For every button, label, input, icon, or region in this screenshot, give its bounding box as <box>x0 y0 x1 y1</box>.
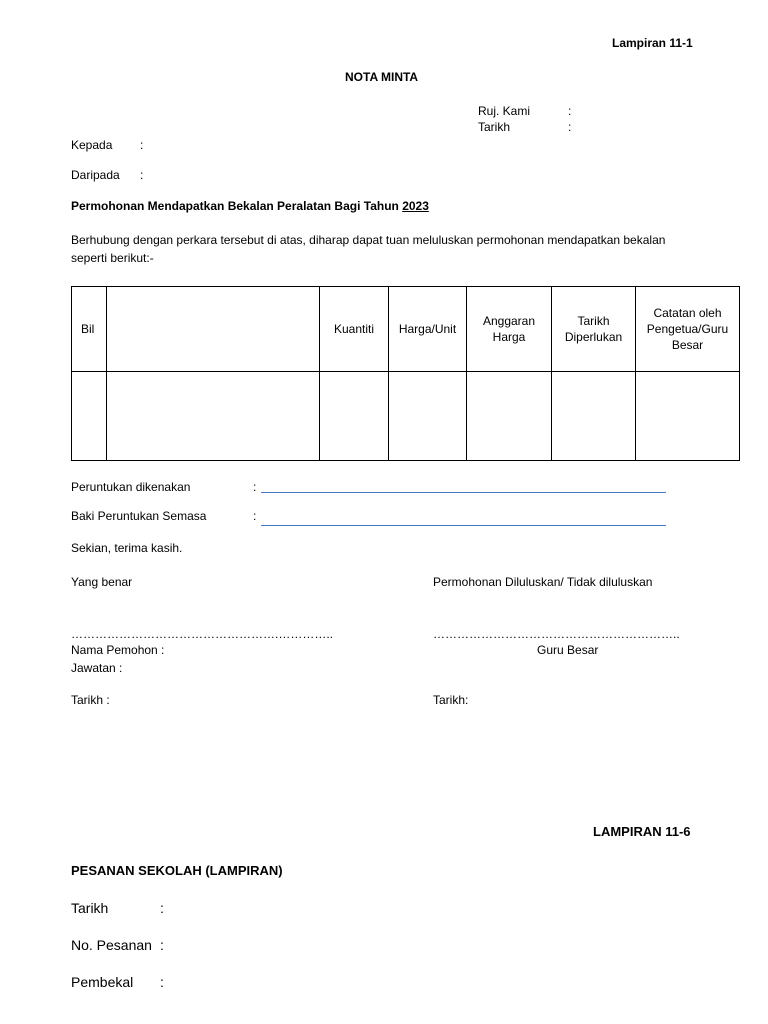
table-cell[interactable] <box>552 372 636 461</box>
applicant-name-label: Nama Pemohon : <box>71 643 165 657</box>
column-header: Catatan oleh Pengetua/Guru Besar <box>636 287 740 372</box>
subject-line <box>71 199 429 213</box>
column-header: Anggaran Harga <box>467 287 552 372</box>
table-cell[interactable] <box>107 372 320 461</box>
table-header-row <box>72 287 740 372</box>
from-label: Daripada <box>71 168 120 182</box>
order-number-label: No. Pesanan <box>71 937 152 953</box>
supplier-label: Pembekal <box>71 974 134 990</box>
reference-label: Ruj. Kami <box>478 104 531 118</box>
body-line-1: Berhubung dengan perkara tersebut di atas, diharap dapat tuan meluluskan permohonan mendapatkan bekalan <box>71 233 666 247</box>
appendix-6-title: PESANAN SEKOLAH (LAMPIRAN) <box>71 863 283 878</box>
column-header <box>107 287 320 372</box>
position-label: Jawatan : <box>71 661 123 675</box>
approval-text: Permohonan Diluluskan/ Tidak diluluskan <box>433 575 653 589</box>
left-date-label: Tarikh : <box>71 693 110 707</box>
table-cell[interactable] <box>389 372 467 461</box>
balance-field[interactable] <box>261 525 666 526</box>
date-label: Tarikh <box>478 120 511 134</box>
to-colon: : <box>140 138 144 152</box>
column-header: Kuantiti <box>320 287 389 372</box>
right-date-label: Tarikh: <box>433 693 469 707</box>
from-colon: : <box>140 168 144 182</box>
subject-text: Permohonan Mendapatkan Bekalan Peralatan Bagi Tahun <box>71 199 403 213</box>
table-row <box>72 372 740 461</box>
column-header: Harga/Unit <box>389 287 467 372</box>
allocation-field[interactable] <box>261 492 666 493</box>
sincerely-text: Yang benar <box>71 575 133 589</box>
appendix-6-label: LAMPIRAN 11-6 <box>593 824 691 839</box>
headmaster-signature-line: …………………………………………………….. <box>433 627 680 641</box>
supplier-colon: : <box>160 974 164 990</box>
applicant-signature-line: …………………………………………….………….. <box>71 627 334 641</box>
headmaster-label: Guru Besar <box>537 643 599 657</box>
table-cell[interactable] <box>467 372 552 461</box>
reference-colon: : <box>568 104 572 118</box>
column-header: Tarikh Diperlukan <box>552 287 636 372</box>
allocation-colon: : <box>253 480 257 494</box>
subject-year: 2023 <box>402 199 429 213</box>
allocation-label: Peruntukan dikenakan <box>71 480 191 494</box>
order-number-colon: : <box>160 937 164 953</box>
date-colon: : <box>568 120 572 134</box>
appendix-label: Lampiran 11-1 <box>612 36 693 50</box>
table-cell[interactable] <box>72 372 107 461</box>
to-label: Kepada <box>71 138 113 152</box>
column-header: Bil <box>72 287 107 372</box>
request-table <box>71 286 740 461</box>
table-cell[interactable] <box>636 372 740 461</box>
document-title: NOTA MINTA <box>345 70 419 84</box>
table-cell[interactable] <box>320 372 389 461</box>
order-date-label: Tarikh <box>71 900 109 916</box>
body-line-2: seperti berikut:- <box>71 251 154 265</box>
balance-label: Baki Peruntukan Semasa <box>71 509 207 523</box>
closing-text: Sekian, terima kasih. <box>71 541 183 555</box>
balance-colon: : <box>253 509 257 523</box>
order-date-colon: : <box>160 900 164 916</box>
